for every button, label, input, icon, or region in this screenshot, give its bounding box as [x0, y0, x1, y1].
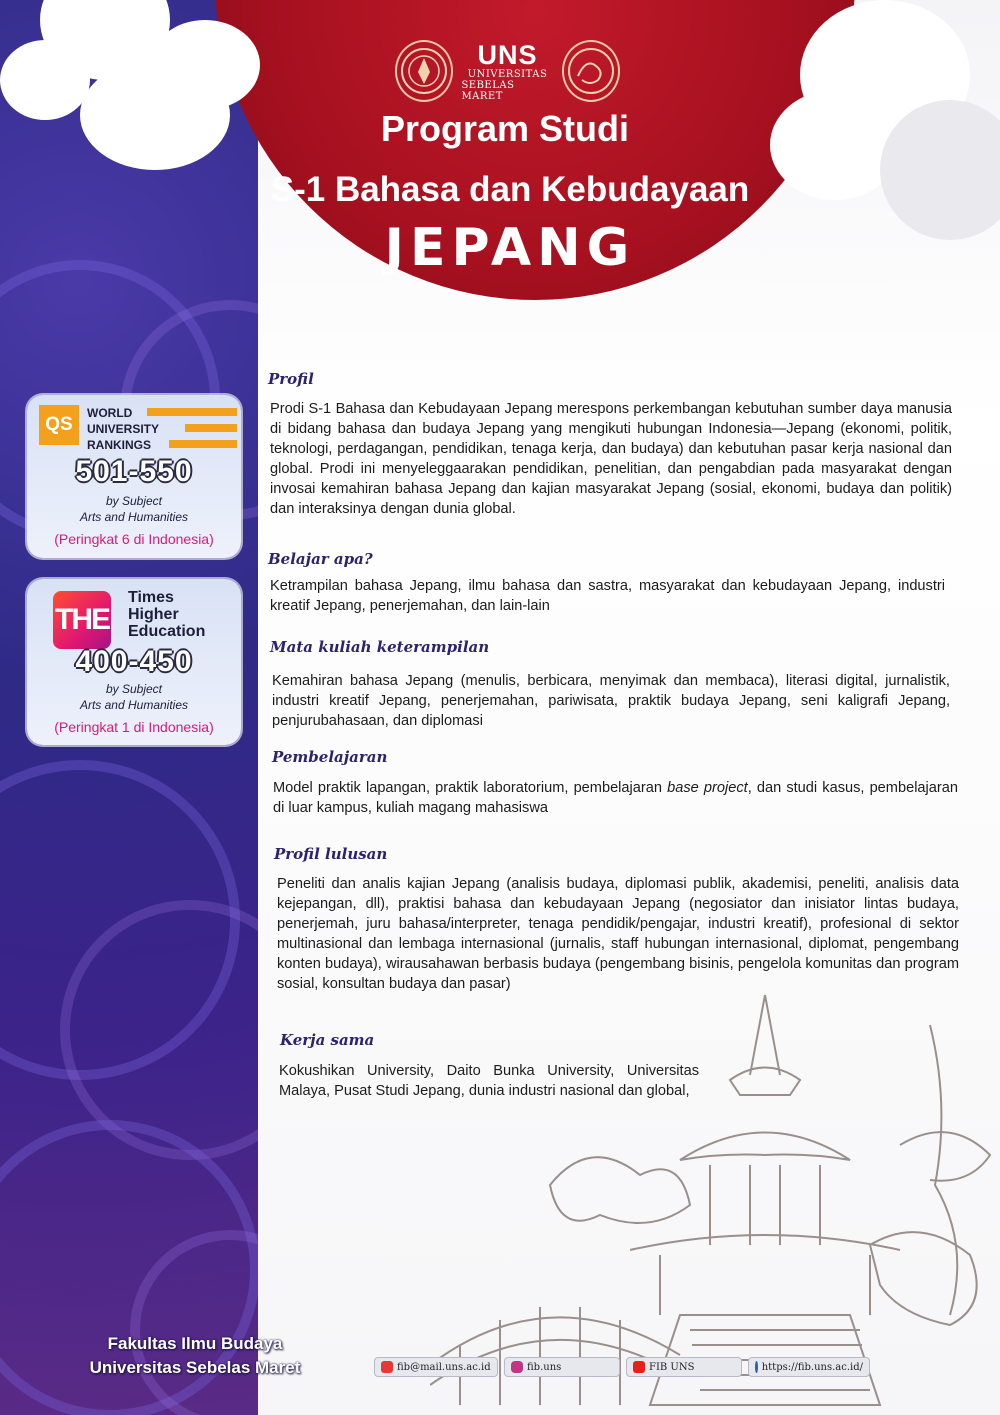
contact-website-text: https://fib.uns.ac.id/ [761, 1361, 863, 1373]
contact-youtube[interactable] [626, 1357, 742, 1377]
qs-line-3: RANKINGS [87, 438, 152, 452]
qs-stripe [147, 408, 237, 416]
section-title-belajar: Belajar apa? [268, 550, 373, 568]
section-text-profil: Prodi S-1 Bahasa dan Kebudayaan Jepang merespons perkembangan kebutuhan sumber daya manusia di bidang bahasa dan budaya Jepang yang mengikuti hubungan Indonesia—Jepang (ekonomi, politik, teknologi, perdagangan, pendidikan, tenaga kerja, dan budaya) dan kebutuhan pasar kerja nasional dan global. Prodi ini menyeleggaarakan pendidikan, penelitian, dan pengabdian pada masyarakat dengan invosai kemahiran bahasa Jepang dan kajian masyarakat Jepang (sosial, ekonomi, budaya dan politik) dan interaksinya dengan dunia global. [270, 401, 952, 517]
qs-wordmark [87, 405, 159, 453]
section-text-mata-kuliah: Kemahiran bahasa Jepang (menulis, berbicara, menyimak dan membaca), literasi digital, jurnalistik, industri kreatif Jepang, penerjemahan, pariwisata, praktik budaya Jepang, seni kaligrafi Jepang, penjurubahasaan, dan diplomasi [272, 673, 950, 729]
uns-seal-icon [395, 40, 453, 102]
the-line-1: Times [128, 589, 174, 606]
qs-by-subject: by Subject [105, 494, 163, 508]
section-title-lulusan: Profil lulusan [274, 845, 388, 863]
contact-bar [374, 1357, 874, 1377]
mail-icon [381, 1361, 393, 1373]
qs-logo: QS [39, 405, 79, 445]
degree-title: S-1 Bahasa dan Kebudayaan [270, 170, 750, 209]
section-text-kerja-sama: Kokushikan University, Daito Bunka University, Universitas Malaya, Pusat Studi Jepang, dunia industri nasional dan global, [279, 1063, 699, 1099]
contact-website[interactable] [748, 1357, 870, 1377]
qs-national-rank: (Peringkat 6 di Indonesia) [54, 531, 214, 547]
uns-logo-text: UNS [477, 39, 538, 70]
pembelajaran-text-part1: Model praktik lapangan, praktik laboratorium, pembelajaran [273, 780, 668, 796]
section-title-mata-kuliah: Mata kuliah keterampilan [270, 638, 490, 656]
section-text-pembelajaran [273, 778, 958, 818]
the-wordmark [128, 589, 205, 640]
the-ranking-card [27, 579, 241, 745]
pembelajaran-text-part2: , dan studi kasus, pembelajaran di luar kampus, kuliah magang mahasiswa [273, 780, 959, 816]
the-subject-field: Arts and Humanities [79, 698, 189, 712]
qs-subject-field: Arts and Humanities [79, 510, 189, 524]
youtube-icon [633, 1361, 645, 1373]
contact-youtube-text: FIB UNS [649, 1361, 695, 1373]
qs-line-1: WORLD [87, 406, 133, 420]
the-logo: THE [53, 591, 111, 649]
footer-faculty-name: Fakultas Ilmu Budaya [107, 1334, 283, 1353]
section-text-belajar: Ketrampilan bahasa Jepang, ilmu bahasa dan sastra, masyarakat dan kebudayaan Jepang, industri kreatif Jepang, penerjemahan, dan lain-lain [270, 578, 945, 614]
the-rank-range: 400-450 [75, 645, 193, 678]
the-line-2: Higher [128, 606, 179, 623]
qs-ranking-card [27, 395, 241, 558]
section-title-profil: Profil [268, 370, 314, 388]
uns-wordmark [461, 41, 553, 102]
footer-university-name: Universitas Sebelas Maret [89, 1358, 301, 1377]
program-title: Program Studi [380, 108, 630, 149]
the-national-rank: (Peringkat 1 di Indonesia) [54, 719, 214, 735]
university-line2: SEBELAS MARET [461, 79, 515, 102]
qs-line-2: UNIVERSITY [87, 422, 160, 436]
subject-title: JEPANG [384, 218, 636, 278]
the-by-subject: by Subject [105, 682, 163, 696]
university-line1: UNIVERSITAS [467, 68, 548, 80]
section-text-lulusan: Peneliti dan analis kajian Jepang (analisis budaya, diplomasi publik, akademisi, peneliti, analisis data kejepangan, dll), praktisi bahasa dan kebudayaan Jepang (negosiator dan inisiator lintas budaya, penerjemah, juru bahasa/interpreter, tenaga pendidik/pengajar, industri kreatif), profesional di sektor multinasional dan lembaga internasional (jurnalis, staff hubungan internasional, diplomat, pengembang konten budaya), wirausahawan berbasis budaya (pengembang bisinis, pengelola komunitas dan program sosial, konsultan budaya dan pasar) [277, 876, 959, 992]
qs-rank-range: 501-550 [75, 455, 193, 488]
temple-illustration [430, 985, 1000, 1415]
qs-stripe [169, 440, 237, 448]
section-title-pembelajaran: Pembelajaran [272, 748, 388, 766]
logo-row [395, 36, 620, 106]
pembelajaran-text-italic: base project [667, 780, 748, 796]
instagram-icon [511, 1361, 523, 1373]
section-title-kerja-sama: Kerja sama [280, 1031, 375, 1049]
the-line-3: Education [128, 623, 206, 640]
contact-instagram-text: fib.uns [527, 1361, 562, 1373]
contact-instagram[interactable] [504, 1357, 620, 1377]
contact-email[interactable] [374, 1357, 498, 1377]
footer-faculty [60, 1332, 330, 1380]
web-icon [755, 1361, 758, 1373]
contact-email-text: fib@mail.uns.ac.id [397, 1361, 491, 1373]
qs-stripe [185, 424, 237, 432]
faculty-seal-icon [562, 40, 620, 102]
